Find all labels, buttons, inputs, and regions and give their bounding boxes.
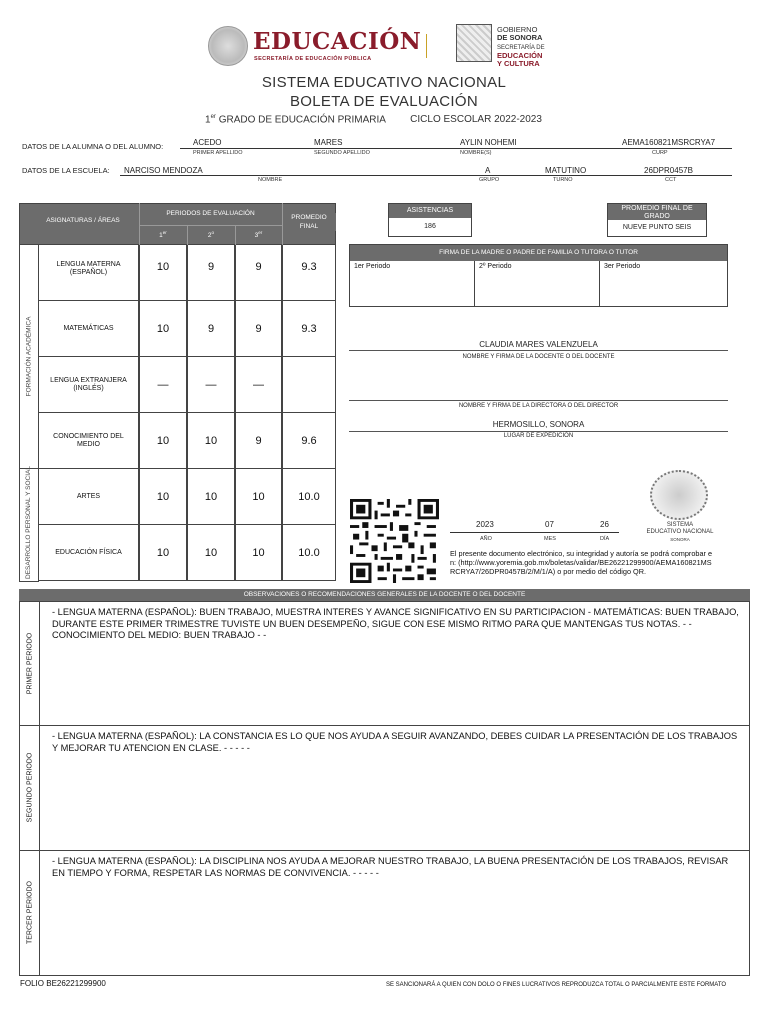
director-label: NOMBRE Y FIRMA DE LA DIRECTORA O DEL DIRECTOR	[458, 403, 619, 409]
grade-row	[39, 357, 336, 413]
grade-period-1: 10	[139, 245, 187, 301]
gov-line-2: DE SONORA	[497, 33, 543, 42]
subject-name: LENGUA MATERNA (ESPAÑOL)	[39, 245, 139, 301]
area-academic-label: FORMACIÓN ACADÉMICA	[25, 316, 33, 397]
student-names: AYLIN NOHEMI	[460, 138, 517, 147]
grade-period-2: 9	[187, 245, 235, 301]
subject-name: CONOCIMIENTO DEL MEDIO	[39, 413, 139, 469]
school-cct-label: CCT	[665, 177, 677, 183]
grade-period-1: 10	[139, 301, 187, 357]
grade-row	[39, 413, 336, 469]
student-names-label: NOMBRE(S)	[460, 150, 492, 156]
parent-sign-period-3: 3er Periodo	[604, 263, 641, 270]
attendance-value: 186	[424, 223, 436, 230]
periods-header: PERIODOS DE EVALUACIÓN	[139, 210, 282, 217]
observation-text: - LENGUA MATERNA (ESPAÑOL): LA DISCIPLINA NOS AYUDA A MEJORAR NUESTRO TRABAJO, LA BUENA PRESENTACIÓN DE LOS TRABAJOS, REVISAR EN TIEMPO Y FORMA, RESPETAR LAS NORMAS DE CONVIVENCIA. - - - - -	[52, 856, 729, 878]
teacher-label: NOMBRE Y FIRMA DE LA DOCENTE O DEL DOCENTE	[462, 354, 615, 360]
grade-period-2: —	[187, 357, 235, 413]
gov-line-5: Y CULTURA	[497, 59, 540, 68]
p3-sup: er	[258, 230, 263, 235]
period-3-header	[235, 230, 282, 239]
parent-sign-period-1: 1er Periodo	[350, 261, 475, 307]
grade-period-3: 10	[235, 469, 282, 525]
grade-final: 9.3	[282, 301, 336, 357]
sonora-gov-text	[497, 26, 545, 68]
observation-period-cell	[20, 851, 40, 975]
teacher-name: CLAUDIA MARES VALENZUELA	[479, 340, 598, 349]
brand-title: EDUCACIÓN	[253, 28, 422, 55]
first-surname: ACEDO	[193, 138, 222, 147]
sen-seal-line-2: EDUCATIVO NACIONAL	[646, 529, 714, 535]
observation-row	[19, 601, 750, 726]
grade-number: 1	[205, 114, 211, 126]
student-underline	[180, 148, 732, 149]
grade-final: 9.3	[282, 245, 336, 301]
document-title-2: BOLETA DE EVALUACIÓN	[290, 93, 478, 110]
gov-line-1: GOBIERNO	[497, 25, 538, 34]
p3-num: 3	[254, 232, 259, 240]
grade-period-2: 10	[187, 413, 235, 469]
grade-final	[282, 357, 336, 413]
logo-divider	[426, 34, 427, 58]
sonora-logo	[456, 24, 492, 62]
second-surname: MARES	[314, 138, 343, 147]
grade-period-3: —	[235, 357, 282, 413]
issue-month: 07	[545, 520, 554, 529]
average-label: PROMEDIO FINAL DE GRADO	[608, 204, 706, 220]
student-label: DATOS DE LA ALUMNA O DEL ALUMNO:	[22, 142, 164, 151]
issue-day: 26	[600, 520, 609, 529]
grade-final: 10.0	[282, 525, 336, 581]
student-curp-label: CURP	[652, 150, 668, 156]
grade-period-1: 10	[139, 469, 187, 525]
verify-text: El presente documento electrónico, su integridad y autoría se podrá comprobar en: (http://www.yoremia.gob.mx/boletas/validar/BE26221299900/AEMA160821MSRCRYA7/26DPR0457B/2/M/1/A) o por medio del código QR.	[450, 549, 713, 576]
legal-notice: SE SANCIONARÁ A QUIEN CON DOLO O FINES LUCRATIVOS REPRODUZCA TOTAL O PARCIALMENTE ESTE FORMATO	[386, 982, 727, 988]
p1-num: 1	[159, 232, 163, 240]
school-shift: MATUTINO	[545, 166, 587, 175]
observation-text: - LENGUA MATERNA (ESPAÑOL): BUEN TRABAJO, MUESTRA INTERES Y AVANCE SIGNIFICATIVO EN SU PARTICIPACION - MATEMÁTICAS: BUEN TRABAJO, DURANTE ESTE PRIMER TRIMESTRE TUVISTE UN BUEN DESEMPEÑO, SIGUE CON ESE MISMO RITMO PARA QUE MANTENGAS TUS NOTAS. - - CONOCIMIENTO DEL MEDIO: BUEN TRABAJO - -	[52, 607, 739, 640]
place-line	[349, 431, 728, 432]
average-value: NUEVE PUNTO SEIS	[622, 224, 692, 231]
average-box	[607, 203, 707, 237]
period-2-header	[187, 230, 235, 239]
subject-name: MATEMÁTICAS	[39, 301, 139, 357]
grade-period-2: 9	[187, 301, 235, 357]
national-seal	[650, 470, 708, 520]
issue-year-label: AÑO	[480, 536, 492, 542]
gov-line-3: SECRETARÍA DE	[497, 45, 545, 51]
grade-line	[205, 114, 542, 125]
qr-code[interactable]	[350, 499, 439, 583]
grade-row	[39, 469, 336, 525]
attendance-box	[388, 203, 472, 237]
subject-name: EDUCACIÓN FÍSICA	[39, 525, 139, 581]
observations-header: OBSERVACIONES O RECOMENDACIONES GENERALES DE LA DOCENTE O DEL DOCENTE	[19, 589, 750, 601]
grade-period-1: 10	[139, 413, 187, 469]
issue-date-line	[450, 532, 619, 533]
grade-period-3: 9	[235, 301, 282, 357]
brand-subtitle: SECRETARÍA DE EDUCACIÓN PÚBLICA	[254, 56, 372, 62]
observation-row	[19, 851, 750, 976]
folio: FOLIO BE26221299900	[20, 979, 106, 988]
parent-sign-period-2: 2º Periodo	[475, 261, 600, 307]
issue-month-label: MES	[544, 536, 556, 542]
subject-name: LENGUA EXTRANJERA (INGLÉS)	[39, 357, 139, 413]
observation-row	[19, 726, 750, 851]
place-value: HERMOSILLO, SONORA	[492, 420, 585, 429]
school-label: DATOS DE LA ESCUELA:	[22, 166, 110, 175]
grade-period-2: 10	[187, 525, 235, 581]
school-shift-label: TURNO	[553, 177, 573, 183]
place-label: LUGAR DE EXPEDICIÓN	[503, 433, 574, 439]
sen-seal-line-1: SISTEMA	[666, 522, 694, 528]
first-surname-label: PRIMER APELLIDO	[193, 150, 243, 156]
school-group-label: GRUPO	[479, 177, 500, 183]
sen-seal-text	[640, 522, 720, 543]
p1-sup: er	[162, 230, 167, 235]
attendance-label: ASISTENCIAS	[389, 204, 471, 218]
issue-day-label: DÍA	[600, 536, 610, 542]
grade-final: 9.6	[282, 413, 336, 469]
observation-period-label: SEGUNDO PERIODO	[26, 752, 34, 822]
school-name-label: NOMBRE	[258, 177, 283, 183]
observation-period-label: TERCER PERIODO	[26, 880, 34, 944]
second-surname-label: SEGUNDO APELLIDO	[314, 150, 370, 156]
grade-period-1: —	[139, 357, 187, 413]
observation-period-cell	[20, 726, 40, 850]
p2-sup: o	[211, 230, 215, 235]
sen-seal-line-3: SONORA	[670, 537, 690, 542]
gov-line-4: EDUCACIÓN	[497, 51, 543, 60]
grade-row	[39, 301, 336, 357]
grade-period-3: 9	[235, 245, 282, 301]
school-name: NARCISO MENDOZA	[124, 166, 203, 175]
observation-period-label: PRIMER PERIODO	[26, 632, 34, 694]
area-social-label: DESARROLLO PERSONAL Y SOCIAL	[25, 466, 32, 579]
subject-name: ARTES	[39, 469, 139, 525]
grade-row	[39, 525, 336, 581]
document-title-1: SISTEMA EDUCATIVO NACIONAL	[261, 74, 507, 91]
school-cycle: CICLO ESCOLAR 2022-2023	[410, 114, 542, 126]
grade-period-2: 10	[187, 469, 235, 525]
school-group: A	[485, 166, 491, 175]
parent-signature-box	[349, 244, 728, 307]
periods-divider	[139, 225, 282, 226]
grade-period-1: 10	[139, 525, 187, 581]
grade-period-3: 9	[235, 413, 282, 469]
grade-row	[39, 245, 336, 301]
sep-seal-logo	[208, 26, 248, 66]
parent-signature-header: FIRMA DE LA MADRE O PADRE DE FAMILIA O TUTORA O TUTOR	[350, 245, 727, 261]
grades-table	[19, 203, 336, 582]
school-underline	[120, 175, 732, 176]
subjects-header: ASIGNATURAS / ÁREAS	[21, 217, 145, 224]
period-1-header	[139, 230, 187, 239]
p2-num: 2	[207, 232, 212, 240]
grade-sup: er	[210, 114, 216, 120]
observation-text: - LENGUA MATERNA (ESPAÑOL): LA CONSTANCIA ES LO QUE NOS AYUDA A SEGUIR AVANZANDO, DEBES CUIDAR LA PRESENTACIÓN DE LOS TRABAJOS Y MEJORAR TU ATENCION EN CLASE. - - - - -	[52, 731, 738, 753]
grade-text: GRADO DE EDUCACIÓN PRIMARIA	[218, 114, 386, 126]
grade-final: 10.0	[282, 469, 336, 525]
student-curp: AEMA160821MSRCRYA7	[622, 138, 716, 147]
grade-period-3: 10	[235, 525, 282, 581]
issue-year: 2023	[476, 520, 494, 529]
director-line	[349, 400, 728, 401]
observation-period-cell	[20, 602, 40, 725]
school-cct: 26DPR0457B	[644, 166, 693, 175]
final-header: PROMEDIO FINAL	[282, 213, 336, 231]
teacher-line	[349, 350, 728, 351]
